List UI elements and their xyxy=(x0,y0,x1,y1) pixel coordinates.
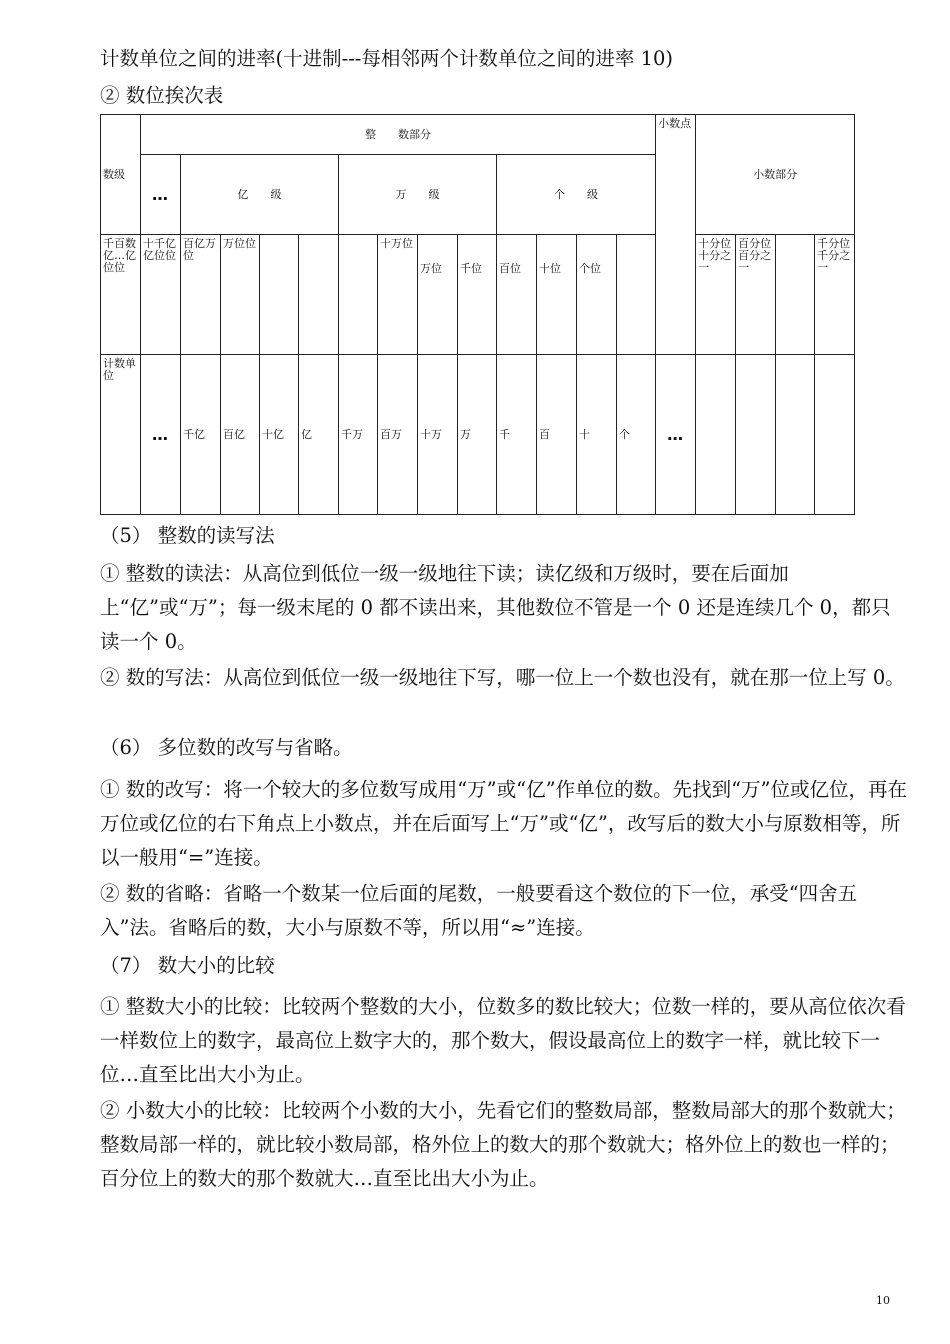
shuwei-cell: 百亿万位 xyxy=(181,235,221,355)
unit-cell-decimal xyxy=(696,355,736,515)
shuwei-cell: 百位 xyxy=(497,235,537,355)
shuwei-cell-decimal: 千分位千分之一 xyxy=(815,235,855,355)
shuwei-cell xyxy=(617,235,656,355)
yi-ji-header: 亿 级 xyxy=(181,155,339,235)
shuwei-cell: 十千亿亿位位 xyxy=(141,235,181,355)
shuwei-cell xyxy=(260,235,299,355)
unit-cell: 亿 xyxy=(299,355,339,515)
unit-cell: 万 xyxy=(458,355,497,515)
intro-line-2: ② 数位挨次表 xyxy=(100,84,224,107)
unit-cell: 千万 xyxy=(339,355,378,515)
unit-cell: 十 xyxy=(577,355,617,515)
shuwei-cell-decimal xyxy=(776,235,815,355)
section-5-writing: ② 数的写法：从高位到低位一级一级地往下写，哪一位上一个数也没有，就在那一位上写 0。 xyxy=(100,666,905,689)
shuwei-cell xyxy=(299,235,339,355)
shuwei-cell: 千位 xyxy=(458,235,497,355)
unit-cell-decimal xyxy=(776,355,815,515)
unit-cell: 千 xyxy=(497,355,537,515)
decimal-part-header: 小数部分 xyxy=(696,115,855,235)
ellipsis: … xyxy=(141,155,181,235)
unit-cell-decimal xyxy=(736,355,776,515)
section-7-title: （7） 数大小的比较 xyxy=(100,954,275,977)
unit-cell: 百万 xyxy=(378,355,418,515)
shuji-cell: 数级 xyxy=(101,115,141,235)
page-number: 10 xyxy=(876,1294,890,1307)
section-7-decimal-compare: ② 小数大小的比较：比较两个小数的大小，先看它们的整数局部，整数局部大的那个数就大；整数局部一样的，就比较小数局部，格外位上的数大的那个数就大；格外位上的数也一样的；百分位上的数大的那个数就大…直至比出大小为止。 xyxy=(100,1099,906,1190)
integer-part-header: 整 数部分 xyxy=(141,115,656,155)
unit-cell: 十亿 xyxy=(260,355,299,515)
ellipsis: … xyxy=(656,355,696,515)
shuwei-cell: 万位位 xyxy=(221,235,260,355)
section-7-integer-compare: ① 整数大小的比较：比较两个整数的大小，位数多的数比较大；位数一样的，要从高位依次看一样数位上的数字，最高位上数字大的，那个数大，假设最高位上的数字一样，就比较下一位…直至比出大小为止。 xyxy=(100,995,906,1086)
shuwei-cell-decimal: 十分位十分之一 xyxy=(696,235,736,355)
section-6-title: （6） 多位数的改写与省略。 xyxy=(100,736,353,759)
shuwei-cell: 万位 xyxy=(418,235,458,355)
ge-ji-header: 个 级 xyxy=(497,155,656,235)
shuwei-cell xyxy=(339,235,378,355)
section-5-title: （5） 整数的读写法 xyxy=(100,524,275,547)
shuwei-cell-decimal: 百分位百分之一 xyxy=(736,235,776,355)
shuwei-label: 千百数亿…亿位位 xyxy=(101,235,141,355)
shuwei-cell: 个位 xyxy=(577,235,617,355)
unit-cell: 个 xyxy=(617,355,656,515)
unit-cell: 十万 xyxy=(418,355,458,515)
unit-cell: 百亿 xyxy=(221,355,260,515)
shuwei-cell: 十万位 xyxy=(378,235,418,355)
jishu-label: 计数单位 xyxy=(101,355,141,515)
section-6-rewrite: ① 数的改写：将一个较大的多位数写成用“万”或“亿”作单位的数。先找到“万”位或亿位，再在万位或亿位的右下角点上小数点，并在后面写上“万”或“亿”，改写后的数大小与原数相等，所以一般用“=”连接。 xyxy=(100,778,908,869)
unit-cell: 千亿 xyxy=(181,355,221,515)
intro-line-1: 计数单位之间的进率(十进制---每相邻两个计数单位之间的进率 10) xyxy=(100,47,673,70)
decimal-point-header: 小数点 xyxy=(656,115,696,355)
wan-ji-header: 万 级 xyxy=(339,155,497,235)
ellipsis: … xyxy=(141,355,181,515)
section-6-omit: ② 数的省略：省略一个数某一位后面的尾数，一般要看这个数位的下一位，承受“四舍五入”法。省略后的数，大小与原数不等，所以用“≈”连接。 xyxy=(100,882,858,939)
shuwei-cell: 十位 xyxy=(537,235,577,355)
unit-cell: 百 xyxy=(537,355,577,515)
unit-cell-decimal xyxy=(815,355,855,515)
section-5-reading: ① 整数的读法：从高位到低位一级一级地往下读；读亿级和万级时，要在后面加上“亿”或“万”；每一级末尾的 0 都不读出来，其他数位不管是一个 0 还是连续几个 0，都只读一个 0。 xyxy=(100,562,891,653)
place-value-table xyxy=(100,114,855,515)
